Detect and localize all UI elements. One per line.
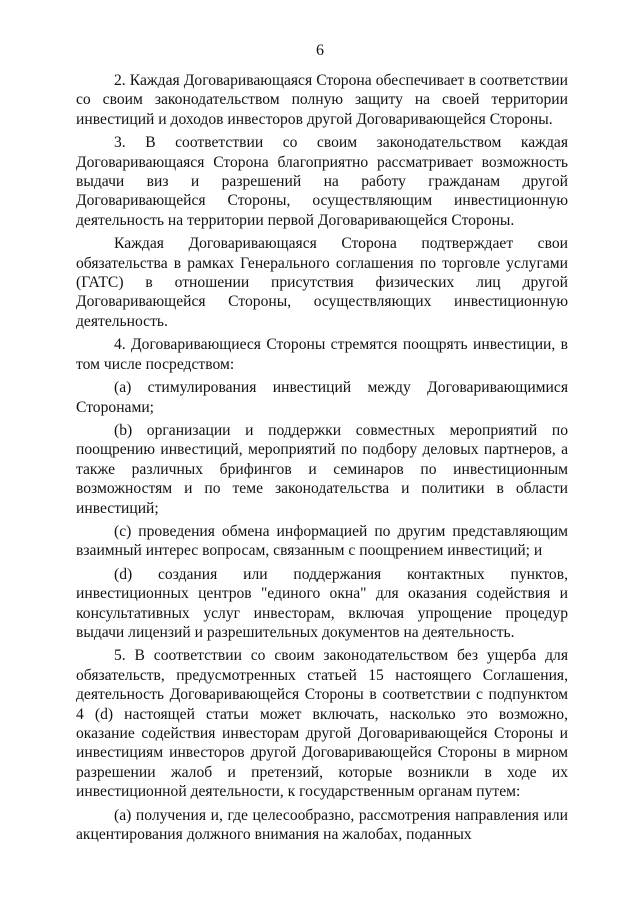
paragraph-4b: (b) организации и поддержки совместных мероприятий по поощрению инвестиций, мероприятий по подбору деловых партнеров, а также различных брифингов и семинаров по инвестиционным возможностям и по теме законодательства и политики в области инвестиций; [76,421,568,517]
paragraph-4d: (d) создания или поддержания контактных пунктов, инвестиционных центров "единого окна" для оказания содействия и консультативных услуг инвесторам, включая упрощение процедур выдачи лицензий и разрешительных документов на деятельность. [76,565,568,641]
body-text [76,71,568,844]
paragraph-5a: (a) получения и, где целесообразно, рассмотрения направления или акцентирования должного внимания на жалобах, поданных [76,806,568,844]
paragraph-5: 5. В соответствии со своим законодательством без ущерба для обязательств, предусмотренных статьей 15 настоящего Соглашения, деятельность Договаривающейся Стороны в соответствии с подпунктом 4 (d) настоящей статьи может включать, насколько это возможно, оказание содействия инвесторам другой Договаривающейся Стороны и инвестициям инвесторов другой Договаривающейся Стороны в мирном разрешении жалоб и претензий, которые возникли в ходе их инвестиционной деятельности, к государственным органам путем: [76,647,568,801]
paragraph-4c: (c) проведения обмена информацией по другим представляющим взаимный интерес вопросам, связанным с поощрением инвестиций; и [76,522,568,560]
page-number: 6 [316,42,324,59]
paragraph-3: 3. В соответствии со своим законодательством каждая Договаривающаяся Сторона благоприятно рассматривает возможность выдачи виз и разрешений на работу гражданам другой Договаривающейся Стороны, осуществляющим инвестиционную деятельность на территории первой Договаривающейся Стороны. [76,134,568,229]
paragraph-4: 4. Договаривающиеся Стороны стремятся поощрять инвестиции, в том числе посредством: [76,336,568,373]
paragraph-3-gats: Каждая Договаривающаяся Сторона подтверждает свои обязательства в рамках Генерального соглашения по торговле услугами (ГАТС) в отношении присутствия физических лиц другой Договаривающейся Стороны, осуществляющих инвестиционную деятельность. [76,235,568,330]
paragraph-4a: (a) стимулирования инвестиций между Договаривающимися Сторонами; [76,379,568,416]
paragraph-2: 2. Каждая Договаривающаяся Сторона обеспечивает в соответствии со своим законодательством полную защиту на своей территории инвестиций и доходов инвесторов другой Договаривающейся Стороны. [76,72,568,128]
